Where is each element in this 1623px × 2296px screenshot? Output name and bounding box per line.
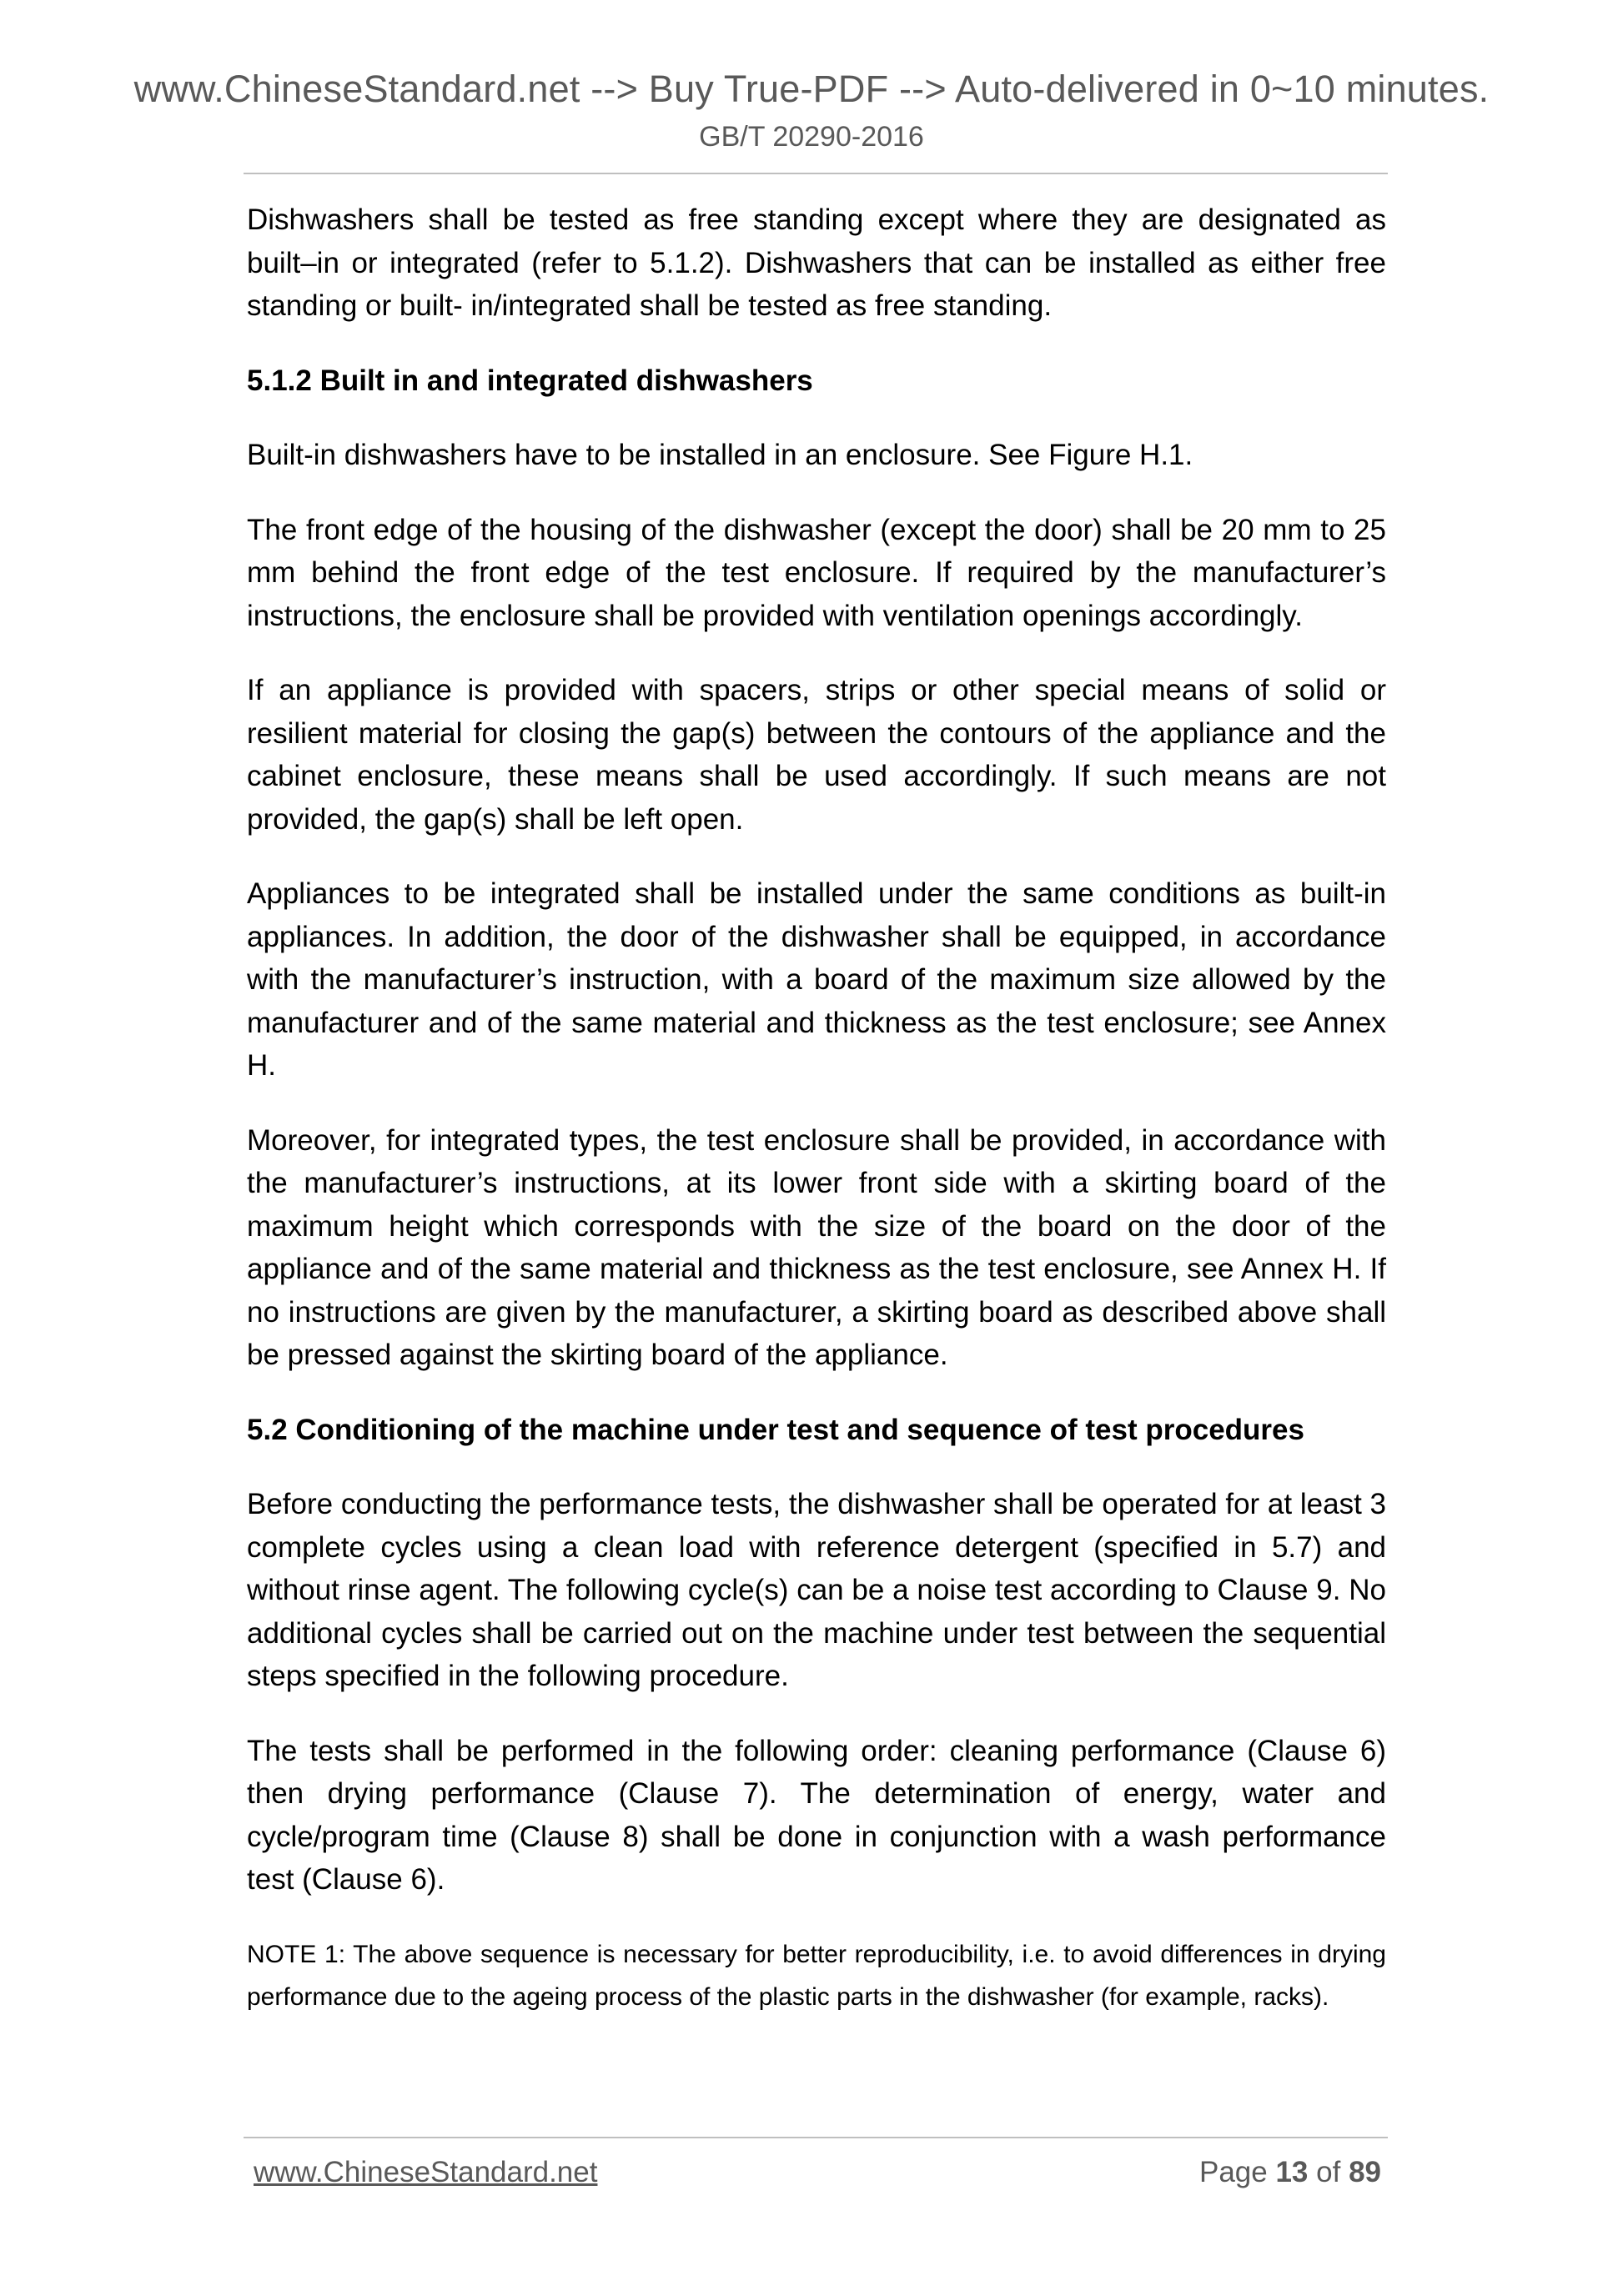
page-number [1199, 2152, 1381, 2193]
footer-divider [244, 2137, 1388, 2138]
header-standard-number: GB/T 20290-2016 [699, 121, 924, 153]
page-label: Page [1198, 2156, 1268, 2188]
page-content [247, 198, 1386, 2019]
paragraph-integrated-appliances: Appliances to be integrated shall be installed under the same conditions as built-in appliances. In addition, the door of the dishwasher shall be equipped, in accordance with the manufacturer’s instruction, with a board of the maximum size allowed by the manufacturer and of the same material and thickness as the test enclosure; see Annex H. [247, 877, 1386, 1082]
note-1: NOTE 1: The above sequence is necessary for better reproducibility, i.e. to avoid differences in drying performance due to the ageing process of the plastic parts in the dishwasher (for example, racks). [247, 1940, 1386, 2011]
page-of: of [1316, 2156, 1341, 2188]
section-heading-5-1-2: 5.1.2 Built in and integrated dishwashers [247, 364, 813, 397]
paragraph-spacers: If an appliance is provided with spacers, strips or other special means of solid or resilient material for closing the gap(s) between the contours of the appliance and the cabinet enclosure, these means shall be used accordingly. If such means are not provided, the gap(s) shall be left open. [247, 674, 1386, 836]
page-header [0, 65, 1623, 157]
paragraph-test-order: The tests shall be performed in the following order: cleaning performance (Clause 6) then drying performance (Clause 7). The determination of energy, water and cycle/program time (Clause 8) shall be done in conjunction with a wash performance test (Clause 6). [247, 1734, 1386, 1896]
section-heading-5-2: 5.2 Conditioning of the machine under test and sequence of test procedures [247, 1413, 1304, 1446]
page-current: 13 [1275, 2156, 1309, 2188]
header-banner[interactable]: www.ChineseStandard.net --> Buy True-PDF --> Auto-delivered in 0~10 minutes. [133, 68, 1490, 110]
paragraph-front-edge: The front edge of the housing of the dishwasher (except the door) shall be 20 mm to 25 mm behind the front edge of the test enclosure. If required by the manufacturer’s instructions, the enclosure shall be provided with ventilation openings accordingly. [247, 513, 1386, 632]
footer-website-link[interactable]: www.ChineseStandard.net [254, 2156, 598, 2188]
paragraph-free-standing: Dishwashers shall be tested as free standing except where they are designated as built–in or integrated (refer to 5.1.2). Dishwashers that can be installed as either free standing or built- in/integrated shall be tested as free standing. [247, 203, 1386, 322]
paragraph-skirting-board: Moreover, for integrated types, the test enclosure shall be provided, in accordance with the manufacturer’s instructions, at its lower front side with a skirting board of the maximum height which corresponds with the size of the board on the door of the appliance and of the same material and thickness as the test enclosure, see Annex H. If no instructions are given by the manufacturer, a skirting board as described above shall be pressed against the skirting board of the appliance. [247, 1123, 1386, 1371]
paragraph-built-in-enclosure: Built-in dishwashers have to be installed in an enclosure. See Figure H.1. [247, 439, 1193, 471]
paragraph-conditioning: Before conducting the performance tests, the dishwasher shall be operated for at least 3 complete cycles using a clean load with reference detergent (specified in 5.7) and without rinse agent. The following cycle(s) can be a noise test according to Clause 9. No additional cycles shall be carried out on the machine under test between the sequential steps specified in the following procedure. [247, 1488, 1386, 1692]
page-total: 89 [1349, 2156, 1381, 2188]
header-divider [244, 173, 1388, 174]
